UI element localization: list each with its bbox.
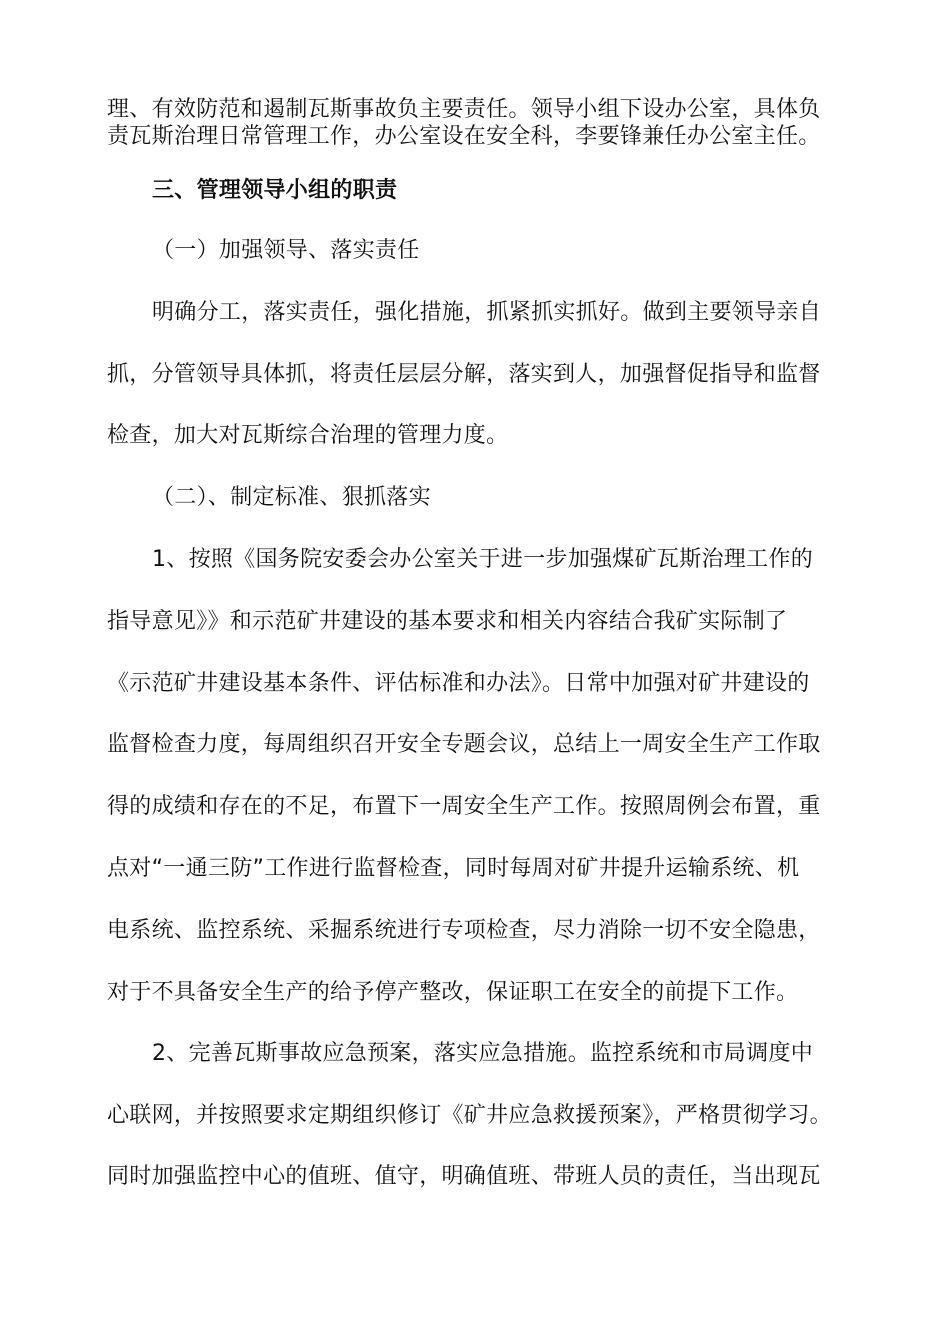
paragraph-line: 《示范矿井建设基本条件、评估标准和办法》。日常中加强对矿井建设的 <box>107 671 810 696</box>
paragraph-line: 抓，分管领导具体抓，将责任层层分解，落实到人，加强督促指导和监督 <box>107 362 821 387</box>
subsection-1-heading: （一）加强领导、落实责任 <box>152 238 420 263</box>
paragraph-line: 检查，加大对瓦斯综合治理的管理力度。 <box>107 423 509 448</box>
paragraph-line: 监督检查力度，每周组织召开安全专题会议，总结上一周安全生产工作取 <box>107 732 821 757</box>
paragraph-line: 对于不具备安全生产的给予停产整改，保证职工在安全的前提下工作。 <box>107 980 799 1005</box>
section-heading: 三、管理领导小组的职责 <box>152 178 398 203</box>
intro-line-1: 理、有效防范和遏制瓦斯事故负主要责任。领导小组下设办公室，具体负 <box>107 97 821 122</box>
paragraph-line: 指导意见》》和示范矿井建设的基本要求和相关内容结合我矿实际制了 <box>107 609 788 634</box>
paragraph-line: 得的成绩和存在的不足，布置下一周安全生产工作。按照周例会布置，重 <box>107 794 821 819</box>
paragraph-line: 心联网，并按照要求定期组织修订《矿井应急救援预案》，严格贯彻学习。 <box>107 1103 832 1128</box>
paragraph-line: 明确分工，落实责任，强化措施，抓紧抓实抓好。做到主要领导亲自 <box>152 300 822 325</box>
paragraph-line: 1、按照《国务院安委会办公室关于进一步加强煤矿瓦斯治理工作的 <box>152 547 813 572</box>
paragraph-line: 电系统、监控系统、采掘系统进行专项检查，尽力消除一切不安全隐患， <box>107 918 821 943</box>
paragraph-line: 同时加强监控中心的值班、值守，明确值班、带班人员的责任，当出现瓦 <box>107 1164 821 1189</box>
paragraph-line: 2、完善瓦斯事故应急预案，落实应急措施。监控系统和市局调度中 <box>152 1041 813 1066</box>
paragraph-line: 点对“一通三防”工作进行监督检查，同时每周对矿井提升运输系统、机 <box>107 856 800 881</box>
subsection-2-heading: （二）、制定标准、狠抓落实 <box>152 485 431 510</box>
intro-line-2: 责瓦斯治理日常管理工作，办公室设在安全科，李要锋兼任办公室主任。 <box>107 124 821 149</box>
